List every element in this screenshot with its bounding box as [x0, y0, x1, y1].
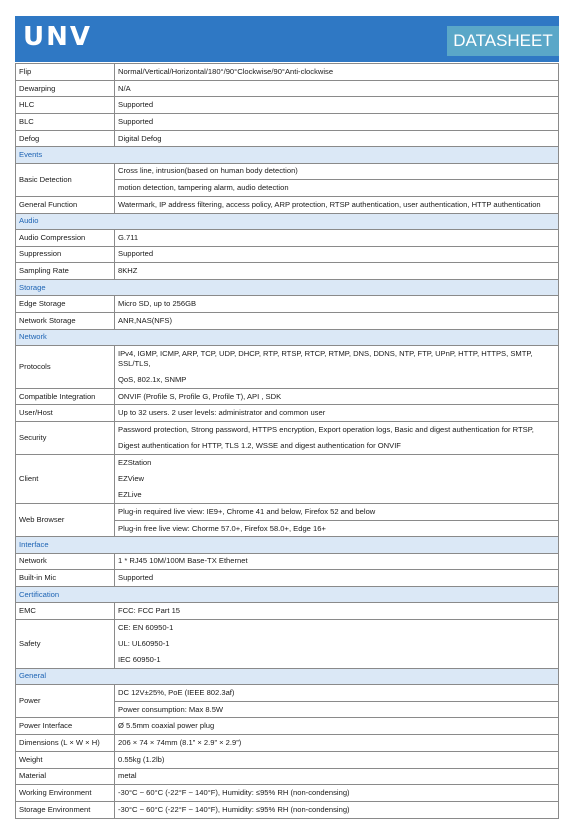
spec-label: Protocols: [16, 345, 115, 388]
section-title: Audio: [16, 213, 559, 229]
spec-label: Flip: [16, 64, 115, 81]
brand-logo: UNV: [23, 22, 92, 52]
table-row: [16, 768, 559, 785]
spec-label: Dewarping: [16, 80, 115, 97]
spec-label: Basic Detection: [16, 163, 115, 196]
spec-value-line: CE: EN 60950-1: [118, 622, 174, 632]
section-header: [16, 587, 559, 603]
table-row: [16, 553, 559, 570]
table-row: [16, 345, 559, 388]
spec-value: 206 × 74 × 74mm (8.1” × 2.9” × 2.9”): [115, 735, 559, 752]
table-row: [16, 64, 559, 81]
spec-label: Sampling Rate: [16, 263, 115, 280]
table-row: [16, 801, 559, 818]
spec-value: [115, 619, 559, 668]
spec-value-line: EZStation: [118, 458, 152, 468]
spec-label: EMC: [16, 603, 115, 620]
spec-value: Up to 32 users. 2 user levels: administrator and common user: [115, 405, 559, 422]
table-row: [16, 570, 559, 587]
section-header: [16, 668, 559, 684]
spec-value-line: EZLive: [118, 490, 142, 500]
spec-value-line: UL: UL60950-1: [118, 638, 170, 648]
spec-label: Weight: [16, 751, 115, 768]
section-title: Certification: [16, 587, 559, 603]
spec-value: [115, 455, 559, 504]
spec-value: Watermark, IP address filtering, access policy, ARP protection, RTSP authentication, user authentication, HTTP authentication: [115, 197, 559, 214]
spec-value: Plug-in free live view: Chorme 57.0+, Firefox 58.0+, Edge 16+: [115, 520, 559, 537]
table-row: [16, 163, 559, 180]
spec-value: Normal/Vertical/Horizontal/180°/90°Clockwise/90°Anti-clockwise: [115, 64, 559, 81]
spec-label: User/Host: [16, 405, 115, 422]
spec-value: ANR,NAS(NFS): [115, 312, 559, 329]
spec-value: Ø 5.5mm coaxial power plug: [115, 718, 559, 735]
table-row: [16, 197, 559, 214]
datasheet-badge: DATASHEET: [447, 26, 559, 56]
spec-label: Compatible Integration: [16, 388, 115, 405]
section-title: Storage: [16, 279, 559, 295]
spec-value: Supported: [115, 570, 559, 587]
table-row: [16, 312, 559, 329]
table-row: [16, 388, 559, 405]
spec-value: Micro SD, up to 256GB: [115, 296, 559, 313]
spec-table: [15, 63, 559, 819]
spec-value: G.711: [115, 229, 559, 246]
section-header: [16, 279, 559, 295]
spec-label: Dimensions (L × W × H): [16, 735, 115, 752]
spec-label: Working Environment: [16, 785, 115, 802]
spec-value: -30°C ~ 60°C (-22°F ~ 140°F), Humidity: ≤95% RH (non-condensing): [115, 785, 559, 802]
spec-value: 0.55kg (1.2lb): [115, 751, 559, 768]
spec-label: Web Browser: [16, 504, 115, 537]
spec-value-line: EZView: [118, 474, 145, 484]
spec-value-line: IEC 60950-1: [118, 654, 161, 664]
table-row: [16, 718, 559, 735]
section-header: [16, 213, 559, 229]
section-title: Network: [16, 329, 559, 345]
table-row: [16, 504, 559, 521]
spec-value-line: Password protection, Strong password, HTTPS encryption, Export operation logs, Basic and digest authentication for RTSP,: [118, 425, 534, 435]
table-row: [16, 263, 559, 280]
spec-value: ONVIF (Profile S, Profile G, Profile T), API , SDK: [115, 388, 559, 405]
spec-value-line: Digest authentication for HTTP, TLS 1.2, WSSE and digest authentication for ONVIF: [118, 441, 401, 451]
spec-value: Power consumption: Max 8.5W: [115, 701, 559, 718]
section-header: [16, 537, 559, 553]
table-row: [16, 114, 559, 131]
spec-label: General Function: [16, 197, 115, 214]
table-row: [16, 229, 559, 246]
spec-value: Cross line, intrusion(based on human body detection): [115, 163, 559, 180]
spec-label: Security: [16, 422, 115, 455]
table-row: [16, 405, 559, 422]
table-row: [16, 603, 559, 620]
spec-label: Client: [16, 455, 115, 504]
table-row: [16, 735, 559, 752]
table-row: [16, 785, 559, 802]
spec-value: FCC: FCC Part 15: [115, 603, 559, 620]
header-banner: [15, 16, 559, 62]
table-row: [16, 751, 559, 768]
table-row: [16, 619, 559, 668]
table-row: [16, 246, 559, 263]
spec-label: Power Interface: [16, 718, 115, 735]
spec-value-line: IPv4, IGMP, ICMP, ARP, TCP, UDP, DHCP, RTP, RTSP, RTCP, RTMP, DNS, DDNS, NTP, FTP, UPnP, HTTP, HTTPS, SMTP, SSL/TLS,: [118, 348, 533, 368]
table-row: [16, 685, 559, 702]
spec-value: -30°C ~ 60°C (-22°F ~ 140°F), Humidity: ≤95% RH (non-condensing): [115, 801, 559, 818]
spec-value: N/A: [115, 80, 559, 97]
spec-label: Defog: [16, 130, 115, 147]
table-row: [16, 97, 559, 114]
spec-value: 8KHZ: [115, 263, 559, 280]
spec-label: Audio Compression: [16, 229, 115, 246]
spec-value: Supported: [115, 246, 559, 263]
spec-label: HLC: [16, 97, 115, 114]
spec-label: Storage Environment: [16, 801, 115, 818]
section-title: Interface: [16, 537, 559, 553]
table-row: [16, 422, 559, 455]
spec-value: [115, 345, 559, 388]
spec-value: metal: [115, 768, 559, 785]
spec-label: Network Storage: [16, 312, 115, 329]
spec-value: Supported: [115, 97, 559, 114]
spec-value: 1 * RJ45 10M/100M Base-TX Ethernet: [115, 553, 559, 570]
spec-label: Edge Storage: [16, 296, 115, 313]
spec-label: Built-in Mic: [16, 570, 115, 587]
section-header: [16, 147, 559, 163]
spec-value: [115, 422, 559, 455]
spec-label: Suppression: [16, 246, 115, 263]
table-row: [16, 296, 559, 313]
section-header: [16, 329, 559, 345]
section-title: Events: [16, 147, 559, 163]
spec-value: Supported: [115, 114, 559, 131]
spec-value: Digital Defog: [115, 130, 559, 147]
spec-label: Power: [16, 685, 115, 718]
spec-label: BLC: [16, 114, 115, 131]
section-title: General: [16, 668, 559, 684]
spec-value: motion detection, tampering alarm, audio detection: [115, 180, 559, 197]
spec-label: Material: [16, 768, 115, 785]
spec-label: Safety: [16, 619, 115, 668]
spec-label: Network: [16, 553, 115, 570]
spec-value-line: QoS, 802.1x, SNMP: [118, 374, 187, 384]
table-row: [16, 130, 559, 147]
table-row: [16, 455, 559, 504]
spec-value: Plug-in required live view: IE9+, Chrome 41 and below, Firefox 52 and below: [115, 504, 559, 521]
table-row: [16, 80, 559, 97]
spec-value: DC 12V±25%, PoE (IEEE 802.3af): [115, 685, 559, 702]
